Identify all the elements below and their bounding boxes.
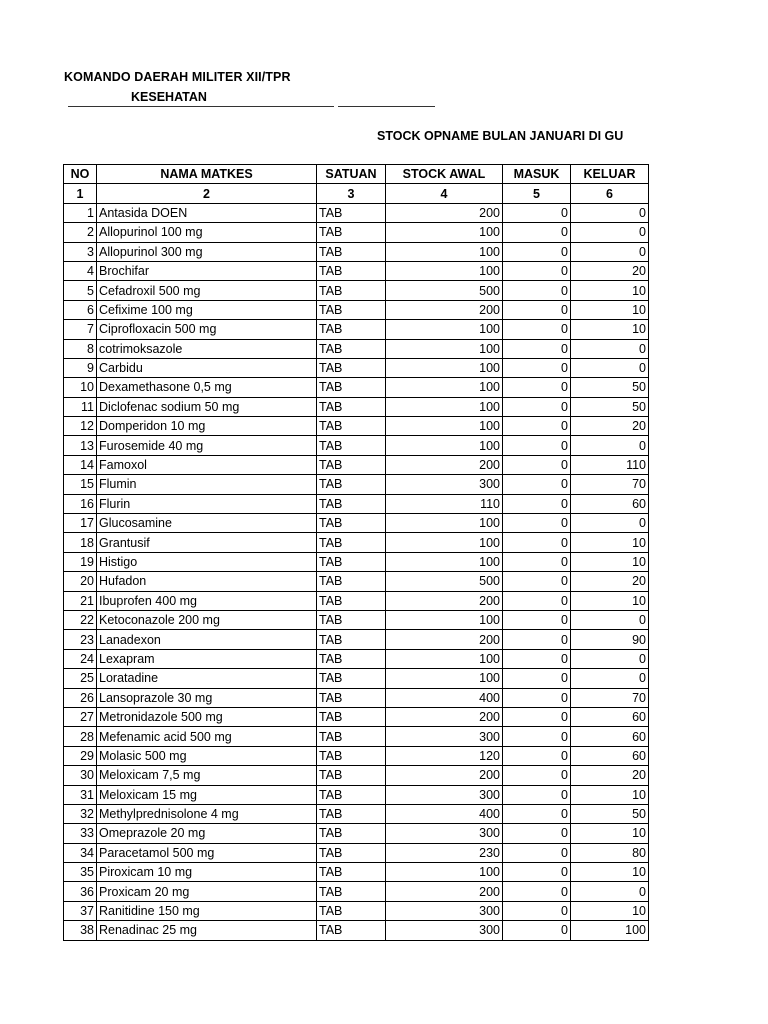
- row-number-cell: 12: [64, 417, 97, 436]
- item-unit-cell: TAB: [317, 649, 386, 668]
- item-name-cell: Domperidon 10 mg: [97, 417, 317, 436]
- stock-awal-cell: 100: [386, 514, 503, 533]
- table-column-number-row: [64, 184, 649, 203]
- stock-keluar-cell: 90: [571, 630, 649, 649]
- stock-awal-cell: 100: [386, 378, 503, 397]
- stock-awal-cell: 300: [386, 475, 503, 494]
- stock-masuk-cell: 0: [503, 320, 571, 339]
- item-unit-cell: TAB: [317, 397, 386, 416]
- stock-keluar-cell: 0: [571, 242, 649, 261]
- table-row: [64, 300, 649, 319]
- stock-keluar-cell: 10: [571, 591, 649, 610]
- stock-awal-cell: 230: [386, 843, 503, 862]
- item-name-cell: Famoxol: [97, 455, 317, 474]
- stock-awal-cell: 400: [386, 688, 503, 707]
- stock-keluar-cell: 70: [571, 688, 649, 707]
- stock-keluar-cell: 60: [571, 727, 649, 746]
- stock-awal-cell: 200: [386, 203, 503, 222]
- stock-keluar-cell: 20: [571, 417, 649, 436]
- item-unit-cell: TAB: [317, 242, 386, 261]
- table-row: [64, 591, 649, 610]
- item-name-cell: Dexamethasone 0,5 mg: [97, 378, 317, 397]
- stock-masuk-cell: 0: [503, 261, 571, 280]
- item-unit-cell: TAB: [317, 804, 386, 823]
- table-row: [64, 533, 649, 552]
- stock-keluar-cell: 0: [571, 882, 649, 901]
- table-row: [64, 630, 649, 649]
- table-row: [64, 339, 649, 358]
- stock-awal-cell: 100: [386, 610, 503, 629]
- stock-masuk-cell: 0: [503, 610, 571, 629]
- stock-table: [63, 164, 649, 941]
- table-row: [64, 552, 649, 571]
- stock-masuk-cell: 0: [503, 901, 571, 920]
- item-unit-cell: TAB: [317, 921, 386, 940]
- item-unit-cell: TAB: [317, 300, 386, 319]
- table-row: [64, 242, 649, 261]
- row-number-cell: 31: [64, 785, 97, 804]
- row-number-cell: 36: [64, 882, 97, 901]
- table-row: [64, 727, 649, 746]
- table-row: [64, 824, 649, 843]
- stock-awal-cell: 100: [386, 552, 503, 571]
- item-name-cell: Flumin: [97, 475, 317, 494]
- table-row: [64, 766, 649, 785]
- stock-awal-cell: 100: [386, 669, 503, 688]
- stock-masuk-cell: 0: [503, 746, 571, 765]
- row-number-cell: 30: [64, 766, 97, 785]
- stock-keluar-cell: 10: [571, 552, 649, 571]
- item-unit-cell: TAB: [317, 785, 386, 804]
- item-unit-cell: TAB: [317, 766, 386, 785]
- row-number-cell: 32: [64, 804, 97, 823]
- stock-masuk-cell: 0: [503, 727, 571, 746]
- stock-masuk-cell: 0: [503, 649, 571, 668]
- stock-keluar-cell: 20: [571, 572, 649, 591]
- stock-keluar-cell: 10: [571, 901, 649, 920]
- column-header-unit: SATUAN: [317, 165, 386, 184]
- item-name-cell: Grantusif: [97, 533, 317, 552]
- row-number-cell: 4: [64, 261, 97, 280]
- item-unit-cell: TAB: [317, 572, 386, 591]
- stock-keluar-cell: 70: [571, 475, 649, 494]
- table-row: [64, 649, 649, 668]
- row-number-cell: 33: [64, 824, 97, 843]
- stock-masuk-cell: 0: [503, 417, 571, 436]
- row-number-cell: 37: [64, 901, 97, 920]
- row-number-cell: 3: [64, 242, 97, 261]
- item-name-cell: Metronidazole 500 mg: [97, 707, 317, 726]
- row-number-cell: 29: [64, 746, 97, 765]
- stock-awal-cell: 200: [386, 591, 503, 610]
- stock-awal-cell: 100: [386, 261, 503, 280]
- stock-awal-cell: 100: [386, 320, 503, 339]
- department-name: KESEHATAN: [131, 90, 207, 104]
- row-number-cell: 15: [64, 475, 97, 494]
- row-number-cell: 11: [64, 397, 97, 416]
- stock-masuk-cell: 0: [503, 572, 571, 591]
- stock-masuk-cell: 0: [503, 514, 571, 533]
- stock-keluar-cell: 0: [571, 223, 649, 242]
- row-number-cell: 34: [64, 843, 97, 862]
- item-name-cell: Meloxicam 7,5 mg: [97, 766, 317, 785]
- item-unit-cell: TAB: [317, 533, 386, 552]
- item-name-cell: Lexapram: [97, 649, 317, 668]
- stock-awal-cell: 100: [386, 242, 503, 261]
- stock-keluar-cell: 20: [571, 261, 649, 280]
- stock-keluar-cell: 110: [571, 455, 649, 474]
- item-unit-cell: TAB: [317, 475, 386, 494]
- row-number-cell: 22: [64, 610, 97, 629]
- row-number-cell: 8: [64, 339, 97, 358]
- item-unit-cell: TAB: [317, 552, 386, 571]
- stock-awal-cell: 110: [386, 494, 503, 513]
- stock-keluar-cell: 100: [571, 921, 649, 940]
- table-row: [64, 281, 649, 300]
- stock-awal-cell: 120: [386, 746, 503, 765]
- item-name-cell: Loratadine: [97, 669, 317, 688]
- row-number-cell: 27: [64, 707, 97, 726]
- stock-masuk-cell: 0: [503, 804, 571, 823]
- item-name-cell: Lansoprazole 30 mg: [97, 688, 317, 707]
- table-row: [64, 921, 649, 940]
- stock-awal-cell: 100: [386, 533, 503, 552]
- stock-awal-cell: 100: [386, 649, 503, 668]
- stock-keluar-cell: 10: [571, 300, 649, 319]
- column-header-name: NAMA MATKES: [97, 165, 317, 184]
- table-row: [64, 320, 649, 339]
- item-name-cell: cotrimoksazole: [97, 339, 317, 358]
- row-number-cell: 20: [64, 572, 97, 591]
- item-unit-cell: TAB: [317, 455, 386, 474]
- stock-keluar-cell: 10: [571, 320, 649, 339]
- table-body: [64, 203, 649, 940]
- row-number-cell: 9: [64, 358, 97, 377]
- item-unit-cell: TAB: [317, 688, 386, 707]
- item-name-cell: Ketoconazole 200 mg: [97, 610, 317, 629]
- table-row: [64, 843, 649, 862]
- table-row: [64, 610, 649, 629]
- row-number-cell: 13: [64, 436, 97, 455]
- item-name-cell: Omeprazole 20 mg: [97, 824, 317, 843]
- stock-awal-cell: 100: [386, 436, 503, 455]
- column-number: 2: [97, 184, 317, 203]
- item-name-cell: Mefenamic acid 500 mg: [97, 727, 317, 746]
- stock-masuk-cell: 0: [503, 339, 571, 358]
- stock-keluar-cell: 60: [571, 746, 649, 765]
- table-row: [64, 455, 649, 474]
- stock-awal-cell: 100: [386, 223, 503, 242]
- stock-masuk-cell: 0: [503, 242, 571, 261]
- item-unit-cell: TAB: [317, 669, 386, 688]
- item-name-cell: Flurin: [97, 494, 317, 513]
- stock-masuk-cell: 0: [503, 785, 571, 804]
- table-row: [64, 223, 649, 242]
- table-row: [64, 261, 649, 280]
- item-name-cell: Molasic 500 mg: [97, 746, 317, 765]
- table-row: [64, 882, 649, 901]
- table-row: [64, 514, 649, 533]
- column-number: 6: [571, 184, 649, 203]
- row-number-cell: 23: [64, 630, 97, 649]
- stock-masuk-cell: 0: [503, 707, 571, 726]
- stock-masuk-cell: 0: [503, 397, 571, 416]
- item-name-cell: Proxicam 20 mg: [97, 882, 317, 901]
- stock-keluar-cell: 0: [571, 358, 649, 377]
- item-name-cell: Meloxicam 15 mg: [97, 785, 317, 804]
- stock-awal-cell: 500: [386, 281, 503, 300]
- table-row: [64, 688, 649, 707]
- stock-keluar-cell: 0: [571, 669, 649, 688]
- item-unit-cell: TAB: [317, 610, 386, 629]
- item-name-cell: Hufadon: [97, 572, 317, 591]
- column-number: 4: [386, 184, 503, 203]
- row-number-cell: 1: [64, 203, 97, 222]
- item-unit-cell: TAB: [317, 261, 386, 280]
- row-number-cell: 18: [64, 533, 97, 552]
- stock-awal-cell: 200: [386, 882, 503, 901]
- stock-keluar-cell: 0: [571, 649, 649, 668]
- stock-masuk-cell: 0: [503, 630, 571, 649]
- stock-keluar-cell: 0: [571, 610, 649, 629]
- stock-keluar-cell: 60: [571, 707, 649, 726]
- stock-awal-cell: 200: [386, 766, 503, 785]
- item-name-cell: Brochifar: [97, 261, 317, 280]
- stock-awal-cell: 300: [386, 901, 503, 920]
- stock-awal-cell: 100: [386, 863, 503, 882]
- item-unit-cell: TAB: [317, 863, 386, 882]
- item-name-cell: Ciprofloxacin 500 mg: [97, 320, 317, 339]
- item-unit-cell: TAB: [317, 203, 386, 222]
- row-number-cell: 16: [64, 494, 97, 513]
- row-number-cell: 2: [64, 223, 97, 242]
- stock-keluar-cell: 50: [571, 397, 649, 416]
- column-header-masuk: MASUK: [503, 165, 571, 184]
- item-name-cell: Paracetamol 500 mg: [97, 843, 317, 862]
- table-row: [64, 397, 649, 416]
- table-row: [64, 378, 649, 397]
- stock-masuk-cell: 0: [503, 552, 571, 571]
- table-row: [64, 203, 649, 222]
- row-number-cell: 5: [64, 281, 97, 300]
- column-number: 5: [503, 184, 571, 203]
- item-name-cell: Furosemide 40 mg: [97, 436, 317, 455]
- table-row: [64, 707, 649, 726]
- row-number-cell: 24: [64, 649, 97, 668]
- stock-awal-cell: 300: [386, 785, 503, 804]
- table-row: [64, 901, 649, 920]
- column-header-no: NO: [64, 165, 97, 184]
- item-unit-cell: TAB: [317, 746, 386, 765]
- stock-keluar-cell: 10: [571, 824, 649, 843]
- item-name-cell: Ranitidine 150 mg: [97, 901, 317, 920]
- column-number: 3: [317, 184, 386, 203]
- item-unit-cell: TAB: [317, 630, 386, 649]
- item-name-cell: Histigo: [97, 552, 317, 571]
- table-row: [64, 494, 649, 513]
- item-name-cell: Piroxicam 10 mg: [97, 863, 317, 882]
- row-number-cell: 14: [64, 455, 97, 474]
- item-unit-cell: TAB: [317, 514, 386, 533]
- item-unit-cell: TAB: [317, 358, 386, 377]
- stock-keluar-cell: 10: [571, 533, 649, 552]
- table-header-row: [64, 165, 649, 184]
- stock-masuk-cell: 0: [503, 921, 571, 940]
- document-title: STOCK OPNAME BULAN JANUARI DI GU: [377, 129, 624, 143]
- item-name-cell: Antasida DOEN: [97, 203, 317, 222]
- stock-awal-cell: 300: [386, 921, 503, 940]
- stock-masuk-cell: 0: [503, 223, 571, 242]
- stock-keluar-cell: 0: [571, 203, 649, 222]
- item-unit-cell: TAB: [317, 320, 386, 339]
- row-number-cell: 7: [64, 320, 97, 339]
- stock-awal-cell: 200: [386, 707, 503, 726]
- stock-masuk-cell: 0: [503, 824, 571, 843]
- item-name-cell: Allopurinol 100 mg: [97, 223, 317, 242]
- organization-name: KOMANDO DAERAH MILITER XII/TPR: [64, 70, 291, 84]
- item-unit-cell: TAB: [317, 901, 386, 920]
- stock-masuk-cell: 0: [503, 358, 571, 377]
- item-name-cell: Cefadroxil 500 mg: [97, 281, 317, 300]
- column-number: 1: [64, 184, 97, 203]
- item-name-cell: Cefixime 100 mg: [97, 300, 317, 319]
- stock-masuk-cell: 0: [503, 843, 571, 862]
- item-unit-cell: TAB: [317, 591, 386, 610]
- stock-masuk-cell: 0: [503, 533, 571, 552]
- stock-keluar-cell: 10: [571, 785, 649, 804]
- column-header-keluar: KELUAR: [571, 165, 649, 184]
- item-unit-cell: TAB: [317, 727, 386, 746]
- row-number-cell: 19: [64, 552, 97, 571]
- stock-awal-cell: 100: [386, 397, 503, 416]
- item-name-cell: Methylprednisolone 4 mg: [97, 804, 317, 823]
- row-number-cell: 26: [64, 688, 97, 707]
- stock-masuk-cell: 0: [503, 494, 571, 513]
- stock-keluar-cell: 0: [571, 514, 649, 533]
- row-number-cell: 28: [64, 727, 97, 746]
- stock-masuk-cell: 0: [503, 766, 571, 785]
- stock-awal-cell: 200: [386, 455, 503, 474]
- table-row: [64, 863, 649, 882]
- stock-keluar-cell: 10: [571, 281, 649, 300]
- table-row: [64, 436, 649, 455]
- stock-masuk-cell: 0: [503, 591, 571, 610]
- item-name-cell: Renadinac 25 mg: [97, 921, 317, 940]
- stock-masuk-cell: 0: [503, 436, 571, 455]
- item-unit-cell: TAB: [317, 339, 386, 358]
- item-unit-cell: TAB: [317, 882, 386, 901]
- table-row: [64, 746, 649, 765]
- stock-keluar-cell: 50: [571, 378, 649, 397]
- row-number-cell: 25: [64, 669, 97, 688]
- table-row: [64, 475, 649, 494]
- stock-masuk-cell: 0: [503, 281, 571, 300]
- stock-masuk-cell: 0: [503, 688, 571, 707]
- stock-awal-cell: 100: [386, 339, 503, 358]
- item-unit-cell: TAB: [317, 824, 386, 843]
- stock-awal-cell: 300: [386, 727, 503, 746]
- stock-masuk-cell: 0: [503, 475, 571, 494]
- table-row: [64, 669, 649, 688]
- stock-keluar-cell: 0: [571, 339, 649, 358]
- stock-keluar-cell: 80: [571, 843, 649, 862]
- stock-masuk-cell: 0: [503, 203, 571, 222]
- item-unit-cell: TAB: [317, 707, 386, 726]
- stock-keluar-cell: 50: [571, 804, 649, 823]
- row-number-cell: 21: [64, 591, 97, 610]
- stock-keluar-cell: 10: [571, 863, 649, 882]
- stock-awal-cell: 200: [386, 630, 503, 649]
- row-number-cell: 35: [64, 863, 97, 882]
- stock-masuk-cell: 0: [503, 669, 571, 688]
- stock-masuk-cell: 0: [503, 863, 571, 882]
- item-name-cell: Diclofenac sodium 50 mg: [97, 397, 317, 416]
- row-number-cell: 38: [64, 921, 97, 940]
- stock-awal-cell: 300: [386, 824, 503, 843]
- row-number-cell: 6: [64, 300, 97, 319]
- table-row: [64, 572, 649, 591]
- item-unit-cell: TAB: [317, 223, 386, 242]
- item-unit-cell: TAB: [317, 494, 386, 513]
- row-number-cell: 17: [64, 514, 97, 533]
- item-name-cell: Ibuprofen 400 mg: [97, 591, 317, 610]
- stock-masuk-cell: 0: [503, 455, 571, 474]
- stock-awal-cell: 100: [386, 358, 503, 377]
- stock-awal-cell: 200: [386, 300, 503, 319]
- table-row: [64, 358, 649, 377]
- item-unit-cell: TAB: [317, 436, 386, 455]
- stock-awal-cell: 500: [386, 572, 503, 591]
- stock-masuk-cell: 0: [503, 300, 571, 319]
- stock-keluar-cell: 60: [571, 494, 649, 513]
- stock-keluar-cell: 0: [571, 436, 649, 455]
- item-unit-cell: TAB: [317, 417, 386, 436]
- column-header-stock: STOCK AWAL: [386, 165, 503, 184]
- item-unit-cell: TAB: [317, 843, 386, 862]
- item-name-cell: Carbidu: [97, 358, 317, 377]
- item-name-cell: Allopurinol 300 mg: [97, 242, 317, 261]
- stock-masuk-cell: 0: [503, 882, 571, 901]
- stock-masuk-cell: 0: [503, 378, 571, 397]
- stock-awal-cell: 100: [386, 417, 503, 436]
- item-name-cell: Lanadexon: [97, 630, 317, 649]
- stock-keluar-cell: 20: [571, 766, 649, 785]
- table-row: [64, 785, 649, 804]
- item-name-cell: Glucosamine: [97, 514, 317, 533]
- stock-awal-cell: 400: [386, 804, 503, 823]
- table-row: [64, 417, 649, 436]
- item-unit-cell: TAB: [317, 281, 386, 300]
- row-number-cell: 10: [64, 378, 97, 397]
- table-row: [64, 804, 649, 823]
- item-unit-cell: TAB: [317, 378, 386, 397]
